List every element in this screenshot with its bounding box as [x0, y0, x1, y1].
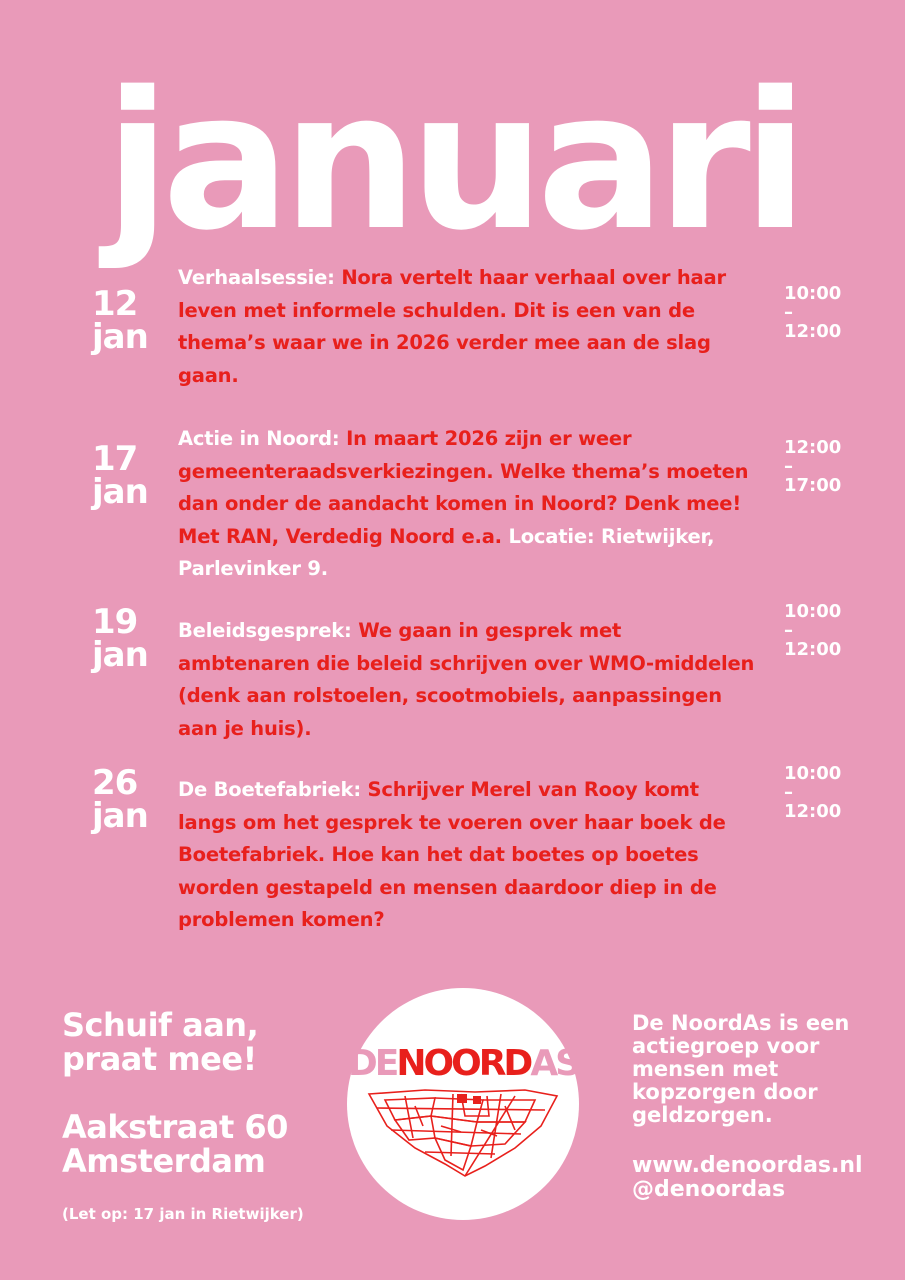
logo-text-noord: NOORD: [396, 1043, 531, 1084]
time-end: 17:00: [784, 475, 842, 496]
logo: [347, 988, 579, 1220]
logo-text-as: AS: [530, 1043, 579, 1084]
event-day: 26: [92, 763, 138, 803]
event-date: [92, 602, 148, 675]
event-description: [178, 774, 758, 937]
time-separator: –: [784, 620, 793, 641]
slogan-line: praat mee!: [62, 1040, 257, 1078]
address-street: Aakstraat 60: [62, 1108, 288, 1146]
social-handle[interactable]: @denoordas: [632, 1177, 786, 1202]
logo-wordmark: [347, 1044, 579, 1084]
time-separator: –: [784, 456, 793, 477]
time-start: 10:00: [784, 601, 842, 622]
event-description: [178, 262, 758, 392]
event-label: Actie in Noord:: [178, 427, 340, 450]
time-start: 12:00: [784, 437, 842, 458]
website-link[interactable]: www.denoordas.nl: [632, 1153, 863, 1178]
logo-text-de: DE: [347, 1043, 397, 1084]
location-note: (Let op: 17 jan in Rietwijker): [62, 1205, 304, 1223]
event-text: Nora vertelt haar verhaal over haar leven met informele schulden. Dit is een van de thema’s waar we in 2026 verder mee aan de slag gaan.: [178, 266, 726, 387]
map-icon: [365, 1086, 561, 1178]
time-end: 12:00: [784, 321, 842, 342]
event-day: 17: [92, 439, 138, 479]
time-separator: –: [784, 782, 793, 803]
time-start: 10:00: [784, 763, 842, 784]
slogan: [62, 1008, 258, 1076]
event-month: jan: [92, 317, 148, 357]
event-time: [784, 764, 841, 821]
page-title: januari: [105, 51, 800, 272]
event-date: [92, 284, 148, 357]
time-separator: –: [784, 302, 793, 323]
event-month: jan: [92, 472, 148, 512]
time-start: 10:00: [784, 283, 842, 304]
event-text: Schrijver Merel van Rooy komt langs om het gesprek te voeren over haar boek de Boetefabriek. Hoe kan het dat boetes op boetes worden gestapeld en mensen daardoor diep in de problemen komen?: [178, 778, 726, 931]
address: [62, 1110, 288, 1178]
event-text: We gaan in gesprek met ambtenaren die beleid schrijven over WMO-middelen (denk aan rolstoelen, scootmobiels, aanpassingen aan je huis).: [178, 619, 755, 740]
event-location: Locatie: Rietwijker, Parlevinker 9.: [178, 524, 715, 580]
event-day: 12: [92, 284, 138, 324]
event-day: 19: [92, 602, 138, 642]
event-date: [92, 763, 148, 836]
event-description: [178, 423, 758, 586]
event-label: Beleidsgesprek:: [178, 619, 352, 642]
time-end: 12:00: [784, 639, 842, 660]
time-end: 12:00: [784, 801, 842, 822]
event-time: [784, 438, 841, 495]
slogan-line: Schuif aan,: [62, 1006, 259, 1044]
event-time: [784, 284, 841, 341]
about-text: De NoordAs is een actiegroep voor mensen met kopzorgen door geldzorgen.: [632, 1011, 850, 1127]
event-label: Verhaalsessie:: [178, 266, 335, 289]
event-time: [784, 602, 841, 659]
event-text: In maart 2026 zijn er weer gemeenteraadsverkiezingen. Welke thema’s moeten dan onder de aandacht komen in Noord? Denk mee! Met RAN, Verdedig Noord e.a.: [178, 427, 749, 548]
address-city: Amsterdam: [62, 1142, 266, 1180]
event-month: jan: [92, 635, 148, 675]
event-description: [178, 615, 758, 745]
event-date: [92, 439, 148, 512]
event-month: jan: [92, 796, 148, 836]
event-label: De Boetefabriek:: [178, 778, 361, 801]
